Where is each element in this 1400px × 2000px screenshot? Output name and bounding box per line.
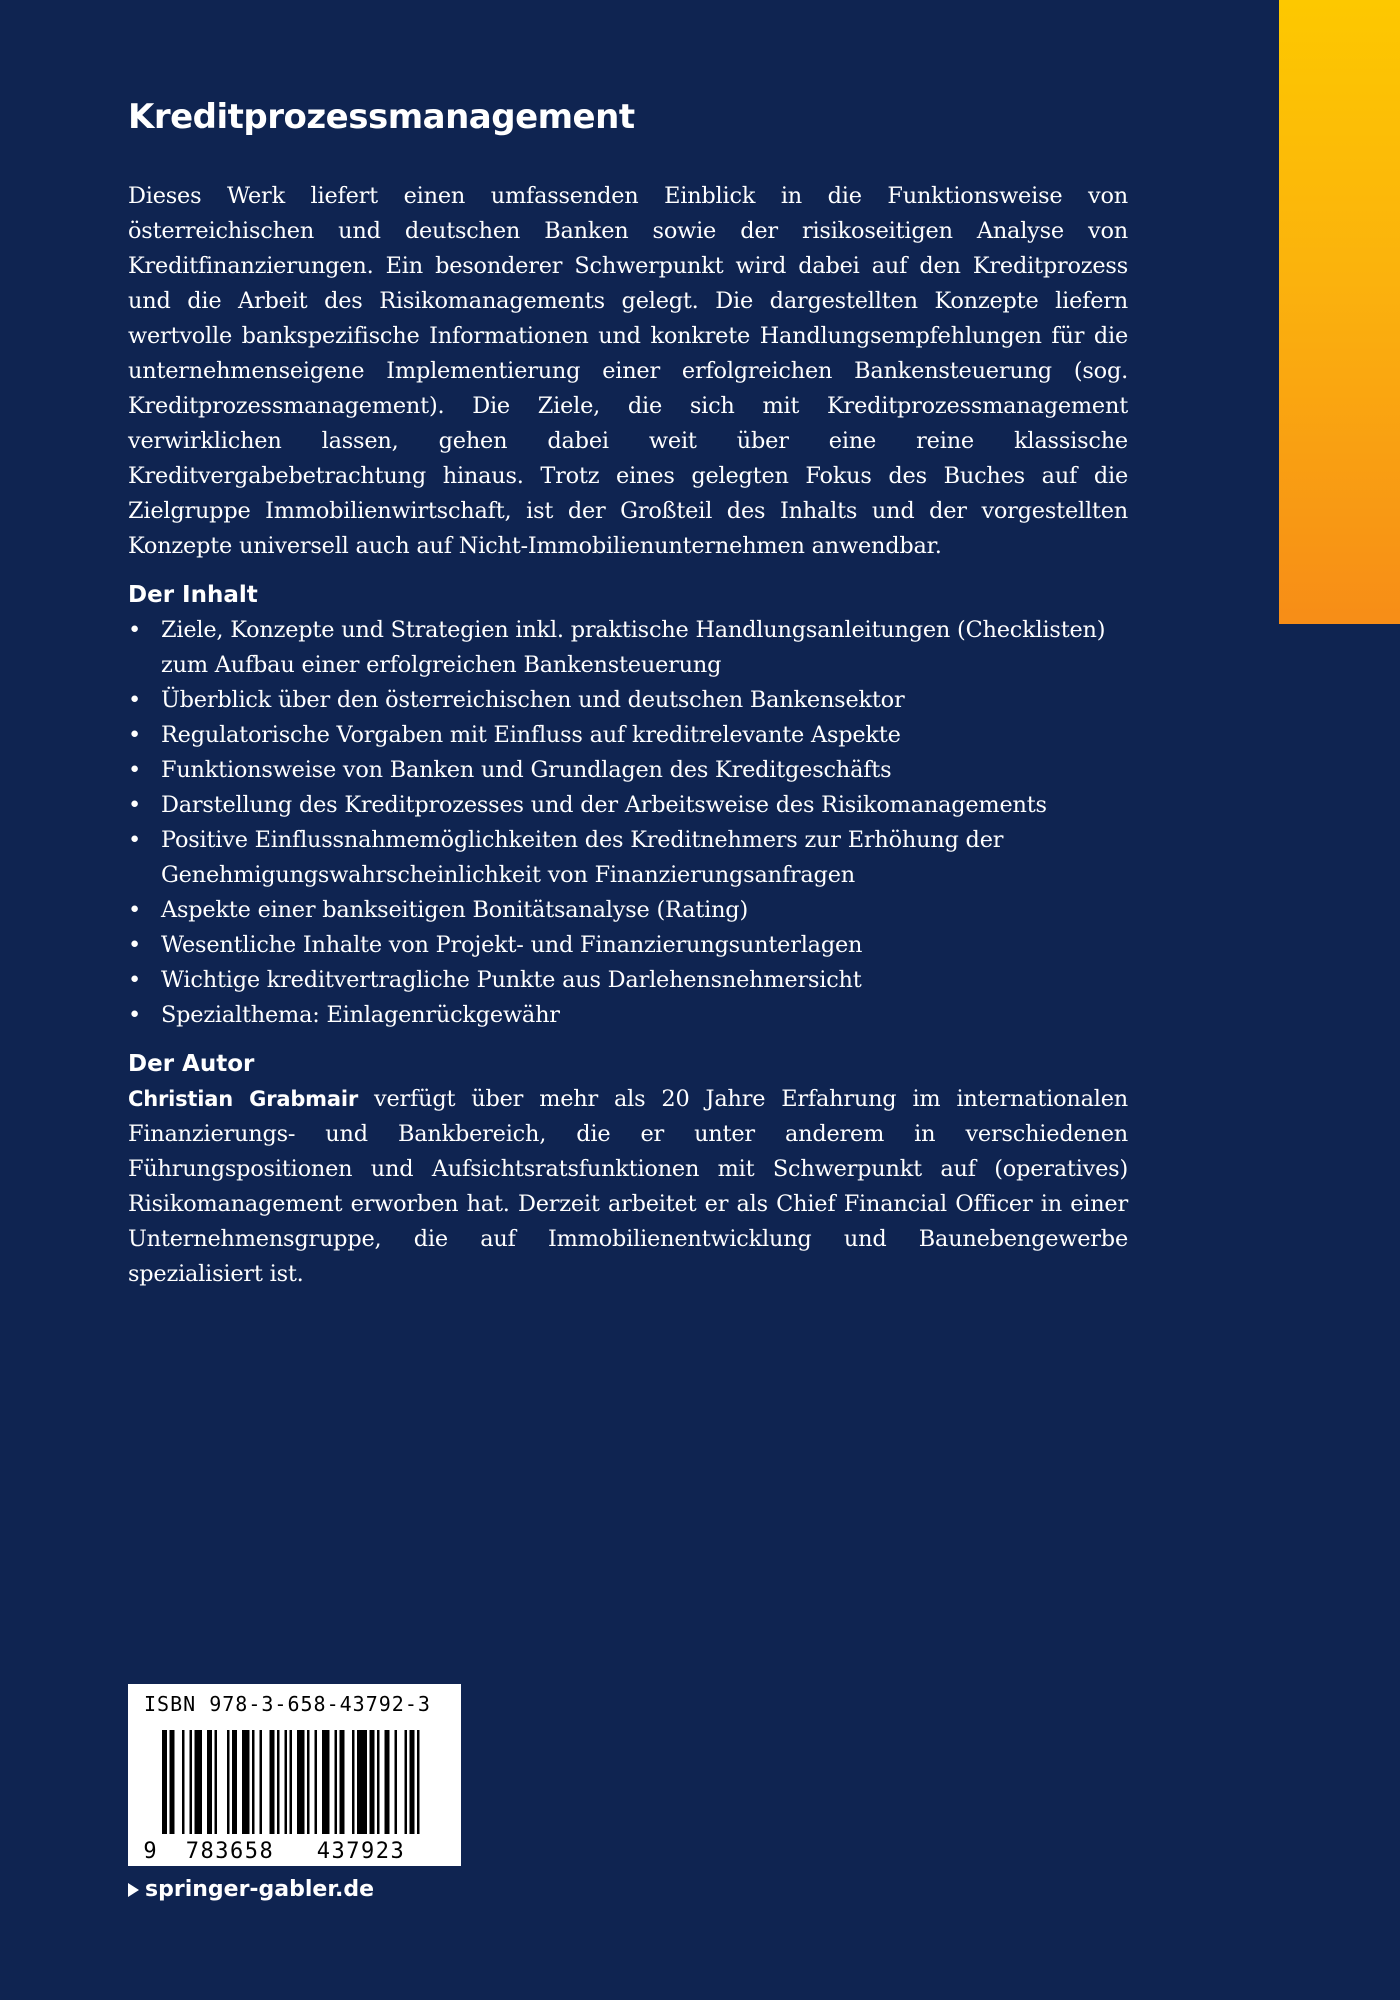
barcode-bar [322, 1730, 330, 1834]
publisher-link[interactable] [128, 1875, 374, 1905]
book-description: Dieses Werk liefert einen umfassenden Einblick in die Funktionsweise von österreichischen und deutschen Banken sowie der risikoseitigen Analyse von Kreditfinanzierungen. Ein besonderer Schwerpunkt wird dabei auf den Kreditprozess und die Arbeit des Risikomanagements gelegt. Die dargestellten Konzepte liefern wertvolle bankspezifische Informationen und konkrete Handlungsempfehlungen für die unternehmenseigene Implementierung einer erfolgreichen Bankensteuerung (sog. Kreditprozessmanagement). Die Ziele, die sich mit Kreditprozessmanagement verwirklichen lassen, gehen dabei weit über eine reine klassische Kreditvergabebetrachtung hinaus. Trotz eines gelegten Fokus des Buches auf die Zielgruppe Immobilienwirtschaft, ist der Großteil des Inhalts und der vorgestellten Konzepte universell auch auf Nicht-Immobilienunternehmen anwendbar. [128, 183, 1128, 559]
barcode-bar [377, 1730, 380, 1834]
barcode-bar [260, 1730, 263, 1834]
barcode-bar [307, 1730, 310, 1834]
barcode-bar [170, 1730, 175, 1834]
barcode-bar [417, 1730, 420, 1834]
isbn-barcode [128, 1684, 461, 1866]
list-item [128, 823, 1128, 893]
list-item-text: Positive Einflussnahmemöglichkeiten des Kreditnehmers zur Erhöhung der Genehmigungswahrscheinlichkeit von Finanzierungsanfragen [161, 827, 1004, 888]
list-item [128, 963, 1128, 998]
bullet-icon: • [128, 617, 142, 643]
barcode-bar [215, 1730, 218, 1834]
list-item-text: Ziele, Konzepte und Strategien inkl. praktische Handlungsanleitungen (Checklisten) zum Aufbau einer erfolgreichen Bankensteuerung [161, 617, 1106, 678]
barcode-bars [162, 1730, 420, 1834]
barcode-bar [315, 1730, 318, 1834]
barcode-bar [285, 1730, 288, 1834]
list-item [128, 998, 1128, 1033]
list-item-text: Spezialthema: Einlagenrückgewähr [161, 1002, 560, 1028]
barcode-bar [370, 1730, 375, 1834]
barcode-bar [290, 1730, 293, 1834]
bullet-icon: • [128, 967, 142, 993]
bullet-icon: • [128, 757, 142, 783]
barcode-bar [190, 1730, 193, 1834]
list-item-text: Überblick über den österreichischen und deutschen Bankensektor [161, 687, 905, 713]
barcode-bar [352, 1730, 355, 1834]
barcode-bar [270, 1730, 275, 1834]
barcode-bar [297, 1730, 305, 1834]
list-item-text: Wichtige kreditvertragliche Punkte aus Darlehensnehmersicht [161, 967, 862, 993]
bullet-icon: • [128, 722, 142, 748]
bullet-icon: • [128, 1002, 142, 1028]
list-item-text: Aspekte einer bankseitigen Bonitätsanalyse (Rating) [161, 897, 748, 923]
author-name: Christian Grabmair [128, 1087, 358, 1111]
arrow-right-icon [128, 1883, 139, 1897]
bullet-icon: • [128, 897, 142, 923]
list-item-text: Darstellung des Kreditprozesses und der Arbeitsweise des Risikomanagements [161, 792, 1047, 818]
barcode-bar [405, 1730, 408, 1834]
author-bio-text: verfügt über mehr als 20 Jahre Erfahrung im internationalen Finanzierungs- und Bankbereich, die er unter anderem in verschiedenen Führungspositionen und Aufsichtsratsfunktionen mit Schwerpunkt auf (operatives) Risikomanagement erworben hat. Derzeit arbeitet er als Chief Financial Officer in einer Unternehmensgruppe, die auf Immobilienentwicklung und Baunebengewerbe spezialisiert ist. [128, 1086, 1129, 1287]
list-item-text: Wesentliche Inhalte von Projekt- und Finanzierungsunterlagen [161, 932, 863, 958]
barcode-bar [357, 1730, 367, 1834]
author-heading: Der Autor [128, 1051, 255, 1077]
contents-list [128, 613, 1128, 1033]
barcode-bar [385, 1730, 390, 1834]
list-item [128, 893, 1128, 928]
barcode-bar [277, 1730, 280, 1834]
list-item [128, 753, 1128, 788]
list-item [128, 928, 1128, 963]
list-item [128, 613, 1128, 683]
publisher-url: springer-gabler.de [145, 1877, 375, 1902]
book-title: Kreditprozessmanagement [128, 97, 635, 137]
bullet-icon: • [128, 792, 142, 818]
barcode-bar [410, 1730, 415, 1834]
list-item [128, 788, 1128, 823]
barcode-bar [195, 1730, 203, 1834]
list-item [128, 718, 1128, 753]
barcode-lead-digit: 9 [143, 1839, 157, 1864]
list-item-text: Regulatorische Vorgaben mit Einfluss auf kreditrelevante Aspekte [161, 722, 901, 748]
cover-text [128, 96, 1128, 1292]
barcode-bar [232, 1730, 237, 1834]
author-bio [128, 1082, 1128, 1292]
list-item-text: Funktionsweise von Banken und Grundlagen des Kreditgeschäfts [161, 757, 892, 783]
bullet-icon: • [128, 687, 142, 713]
barcode-right-digits: 437923 [316, 1839, 406, 1864]
barcode-left-digits: 783658 [185, 1839, 275, 1864]
barcode-bar [252, 1730, 255, 1834]
barcode-bar [335, 1730, 338, 1834]
orange-accent-band [1279, 0, 1400, 624]
barcode-icon [128, 1724, 461, 1866]
barcode-bar [340, 1730, 345, 1834]
bullet-icon: • [128, 932, 142, 958]
barcode-bar [242, 1730, 250, 1834]
contents-heading: Der Inhalt [128, 582, 258, 608]
barcode-bar [207, 1730, 212, 1834]
barcode-bar [182, 1730, 185, 1834]
barcode-bar [395, 1730, 398, 1834]
barcode-bar [162, 1730, 167, 1834]
list-item [128, 683, 1128, 718]
isbn-label: ISBN 978-3-658-43792-3 [144, 1692, 431, 1716]
barcode-bar [227, 1730, 230, 1834]
bullet-icon: • [128, 827, 142, 853]
